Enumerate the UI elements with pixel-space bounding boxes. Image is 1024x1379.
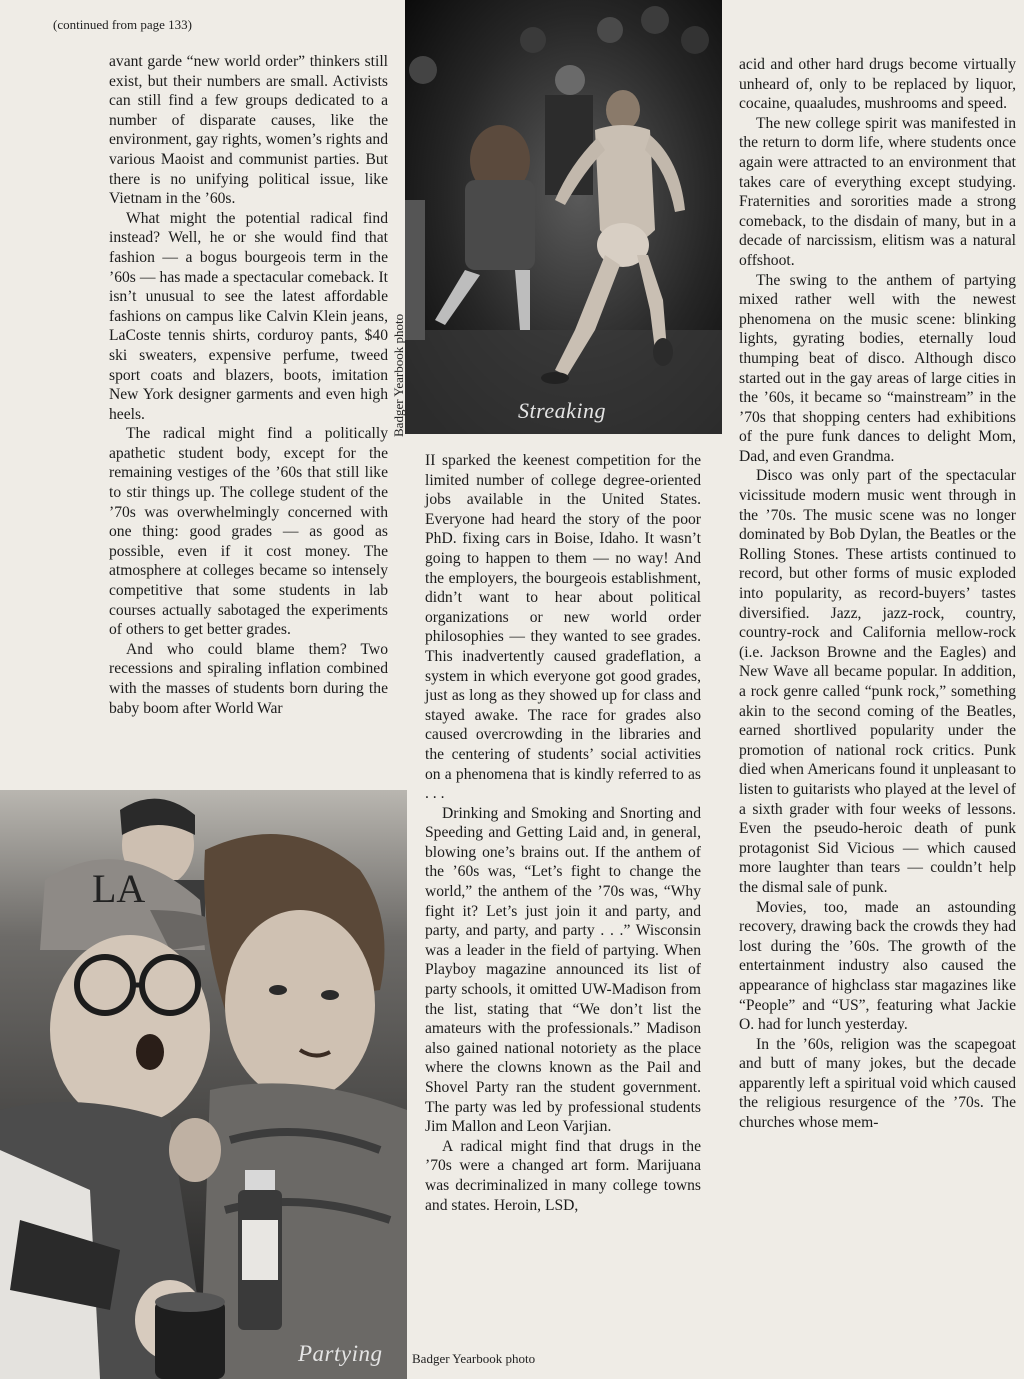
partying-photo-credit: Badger Yearbook photo bbox=[412, 1351, 536, 1366]
article-column-2 bbox=[425, 451, 701, 1215]
streaking-photo bbox=[405, 0, 722, 434]
cap-logo: LA bbox=[92, 866, 146, 911]
partying-photo-image bbox=[0, 790, 407, 1379]
paragraph: The radical might find a politically apathetic student body, except for the remaining vestiges of the ’60s that still like to stir things up. The college student of the ’70s was overwhelmingly concerned with one thing: good grades — as good as possible, even if it cost money. The atmosphere at colleges became so intensely competitive that some students in lab courses actually sabotaged the experiments of others to get better grades. bbox=[109, 425, 388, 639]
paragraph: II sparked the keenest competition for the limited number of college degree-oriented jobs available in the United States. Everyone had heard the story of the poor PhD. fixing cars in Boise, Idaho. It wasn’t going to happen to them — no way! And the employers, the bourgeois establishment, didn’t want to hear about political organizations or new world order philosophies — they wanted to see grades. This inadvertently caused gradeflation, a system in which everyone got good grades, just as long as they showed up for class and stayed awake. The race for grades also caused overcrowding in the libraries and the centering of students’ social activities on a phenomena that is kindly referred to as . . . bbox=[425, 452, 701, 803]
paragraph: Drinking and Smoking and Snorting and Speeding and Getting Laid and, in general, blowing one’s brains out. If the anthem of the ’60s was, “Let’s fight to change the world,” the anthem of the ’70s was, “Why fight it? Let’s just join it and party, and party, and party, and party . . .” Wisconsin was a leader in the field of partying. When Playboy magazine announced its list of party schools, it omitted UW-Madison from the list, stating that “We don’t list the amateurs with the professionals.” Madison also gained national notoriety as the place where the clowns known as the Pail and Shovel Party ran the student government. The party was led by professional students Jim Mallon and Leon Varjian. bbox=[425, 804, 701, 1136]
paragraph: Disco was only part of the spectacular vicissitude modern music went through in the ’70s. The music scene was no longer dominated by Bob Dylan, the Beatles or the Rolling Stones. These artists continued to record, but other forms of music exploded into popularity, as record-buyers’ tastes diversified. Jazz, jazz-rock, country, country-rock and California mellow-rock (i.e. Jackson Browne and the Eagles) and New Wave all became popular. In addition, a rock genre called “punk rock,” something akin to the second coming of the Beatles, earned shortlived popularity under the promotion of national rock critics. Punk died when Americans found it unpleasant to listen to guitarists who played at the level of a sixth grader with four weeks of lessons. Even the pseudo-heroic death of punk protagonist Sid Vicious — which caused more laughter than tears — couldn’t help the dismal sale of punk. bbox=[739, 467, 1016, 896]
paragraph: Movies, too, made an astounding recovery, drawing back the crowds they had lost during the ’60s. The growth of the entertainment industry also caused the appearance of highclass star magazines like “People” and “US”, featuring what Jackie O. had for lunch yesterday. bbox=[739, 898, 1016, 1034]
paragraph: And who could blame them? Two recessions and spiraling inflation combined with the masses of students born during the baby boom after World War bbox=[109, 640, 388, 717]
article-column-3 bbox=[739, 55, 1016, 1133]
paragraph: A radical might find that drugs in the ’70s were a changed art form. Marijuana was decriminalized in many college towns and states. Heroin, LSD, bbox=[425, 1137, 701, 1214]
partying-photo bbox=[0, 790, 407, 1379]
paragraph: The swing to the anthem of partying mixed rather well with the newest phenomena on the music scene: blinking lights, gyrating bodies, eternally loud thumping beat of disco. Although disco started out in the gay areas of large cities in the ’60s, it became so “mainstream” in the ’70s that shopping centers had exhibitions of the pure funk dances to delight Mom, Dad, and even Grandma. bbox=[739, 271, 1016, 465]
partying-caption: Partying bbox=[298, 1341, 383, 1366]
paragraph: acid and other hard drugs become virtually unheard of, only to be replaced by liquor, cocaine, quaaludes, mushrooms and speed. bbox=[739, 56, 1016, 113]
paragraph: In the ’60s, religion was the scapegoat and butt of many jokes, but the decade apparently left a spiritual void which caused the religious resurgence of the ’70s. The churches whose mem- bbox=[739, 1035, 1016, 1132]
continued-note: (continued from page 133) bbox=[53, 17, 192, 32]
streaking-photo-image bbox=[405, 0, 722, 434]
streaking-photo-credit: Badger Yearbook photo bbox=[391, 313, 406, 437]
paragraph: What might the potential radical find instead? Well, he or she would find that fashion — a bogus bourgeois term in the ’60s — has made a spectacular comeback. It isn’t unusual to see the latest affordable fashions on campus like Calvin Klein jeans, LaCoste tennis shirts, corduroy pants, $40 ski sweaters, expensive perfume, tweed sport coats and blazers, boots, imitation New York designer garments and even high heels. bbox=[109, 209, 388, 423]
article-column-1 bbox=[109, 52, 388, 718]
streaking-caption: Streaking bbox=[518, 398, 606, 423]
paragraph: avant garde “new world order” thinkers still exist, but their numbers are small. Activists can still find a few groups dedicated to a number of disparate causes, like the environment, gay rights, women’s rights and various Maoist and communist parties. But there is no unifying political issue, like Vietnam in the ’60s. bbox=[109, 53, 388, 208]
paragraph: The new college spirit was manifested in the return to dorm life, where students once again were attracted to an environment that takes care of everything except studying. Fraternities and sororities made a strong comeback, to the disdain of many, but in a decade of narcissism, elitism was a natural offshoot. bbox=[739, 114, 1016, 269]
